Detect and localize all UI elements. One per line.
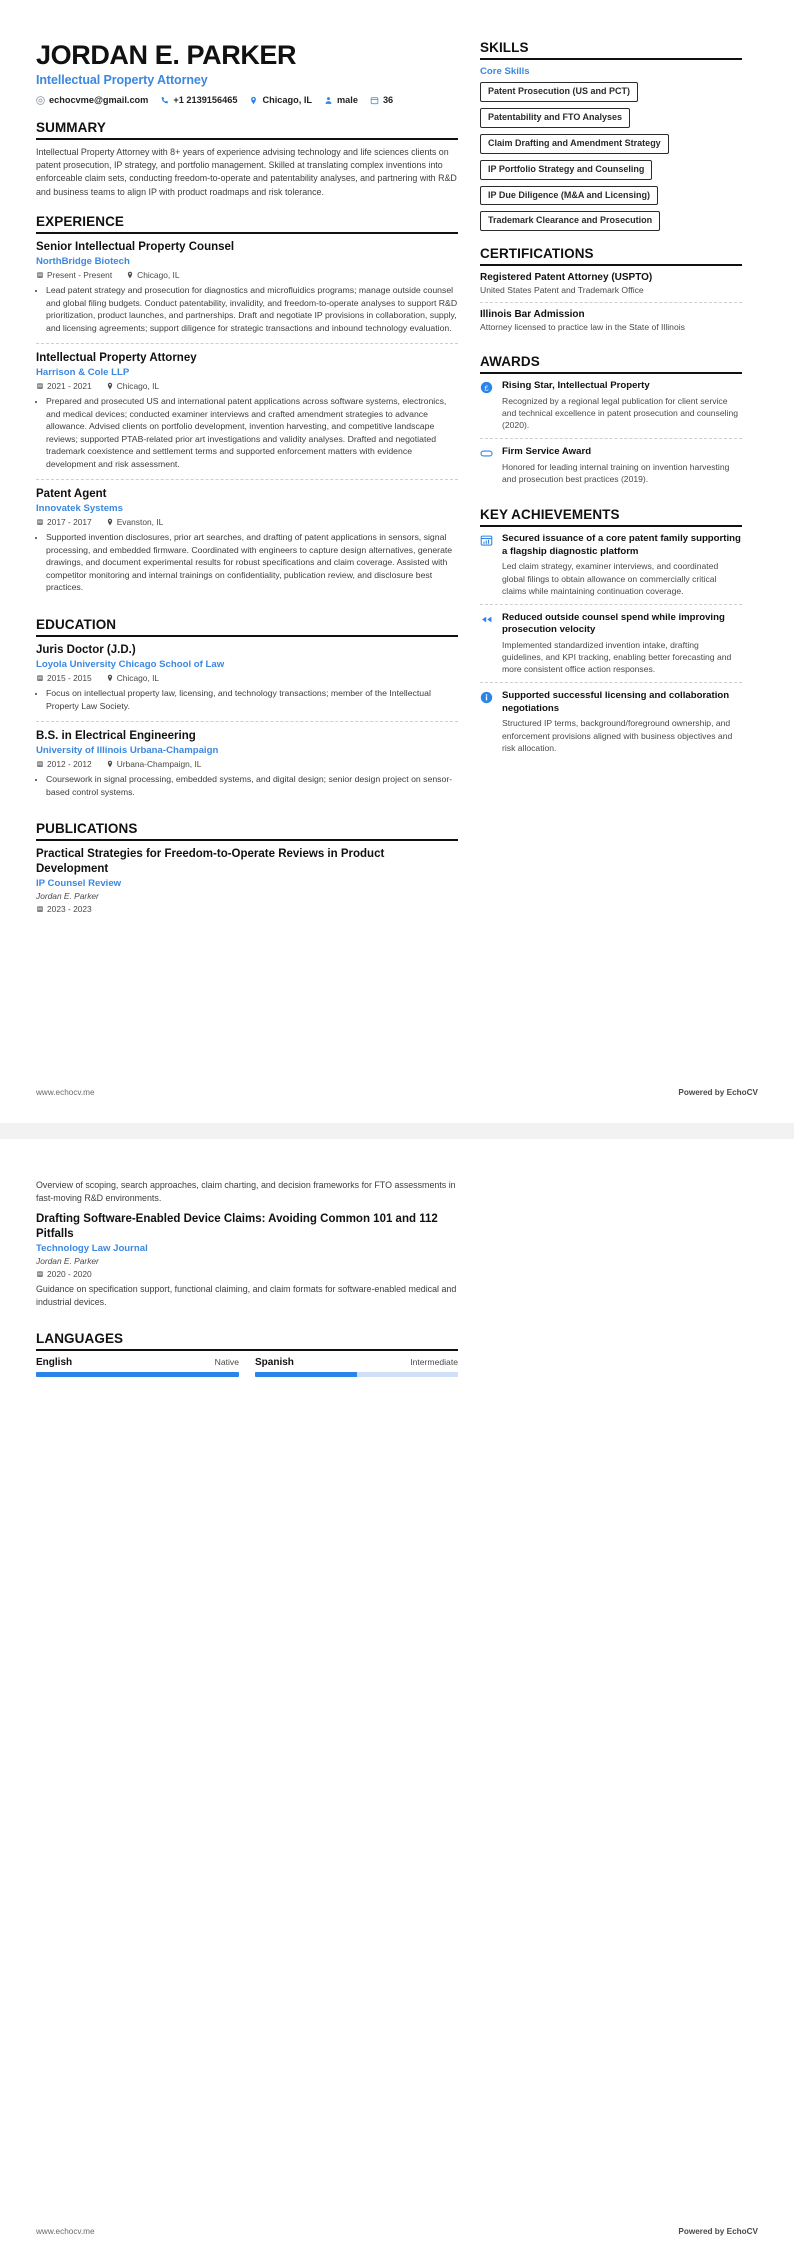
language-name: Spanish [255,1357,294,1369]
publication-author: Jordan E. Parker [36,890,99,901]
award-item [480,380,742,438]
left-column-page2 [36,1179,458,1377]
footer-brand: Powered by EchoCV [678,1088,758,1097]
experience-meta [36,381,458,391]
language-head [255,1357,458,1368]
publication-description: Guidance on specification support, functional claiming, and claim formats for software-enabled medical and industrial devices. [36,1284,457,1308]
experience-bullets [36,531,458,594]
publication-publisher[interactable]: Technology Law Journal [36,1243,148,1255]
publication-item [36,1212,458,1316]
email-icon [36,96,45,105]
award-name: Rising Star, Intellectual Property [502,380,650,392]
phone-icon [160,96,169,105]
education-meta [36,673,458,683]
education-dates-text: 2012 - 2012 [47,758,92,769]
education-location [106,673,159,683]
experience-dates-text: 2021 - 2021 [47,380,92,391]
certification-name: Registered Patent Attorney (USPTO) [480,272,653,284]
contact-location-text: Chicago, IL [262,95,312,106]
language-name: English [36,1357,73,1369]
skill-chip[interactable]: Trademark Clearance and Prosecution [480,211,660,231]
publication-publisher[interactable]: IP Counsel Review [36,877,122,889]
publication-dates-text: 2020 - 2020 [47,1269,92,1280]
skills-group-label: Core Skills [480,66,530,77]
language-item [255,1357,458,1377]
right-column [480,40,742,761]
publication-dates [36,1269,92,1279]
section-title-certifications: CERTIFICATIONS [480,246,742,266]
experience-item [36,343,458,479]
language-level: Intermediate [410,1357,458,1368]
location-pin-icon [106,760,114,768]
publication-item [36,847,458,921]
skill-chip[interactable]: IP Due Diligence (M&A and Licensing) [480,186,658,206]
award-item [480,438,742,492]
experience-bullets [36,395,458,471]
page-footer [36,1088,758,1097]
certification-name: Illinois Bar Admission [480,309,585,321]
language-item [36,1357,239,1377]
achievement-name: Reduced outside counsel spend while improving prosecution velocity [502,611,725,636]
section-title-experience: EXPERIENCE [36,214,458,234]
section-title-languages: LANGUAGES [36,1331,458,1351]
section-awards [480,354,742,492]
education-dates-text: 2015 - 2015 [47,673,92,684]
contact-row [36,95,458,105]
calendar-icon [36,518,44,526]
section-summary [36,120,458,199]
education-location-text: Urbana-Champaign, IL [116,758,202,769]
list-item: • Lead patent strategy and prosecution for diagnostics and microfluidics programs; manage outside counsel and global filing budgets. Conduct patentability, invalidity, and freedom-to-operate analyses to support R&D prioritization, product launches, and partnerships. Draft and negotiate IP provisions in collaboration, supply, and licensing agreements; support diligence for strategic transactions and inbound technology evaluation. [46,284,458,334]
page-title: JORDAN E. PARKER [36,40,297,70]
section-experience [36,214,458,602]
section-title-skills: SKILLS [480,40,742,60]
calendar-icon [36,271,44,279]
achievement-description: Led claim strategy, examiner interviews, and coordinated global filings to obtain allowance on commercially critical claims while maintaining continuation coverage. [502,561,719,596]
calendar-icon [370,96,379,105]
footer-website[interactable]: www.echocv.me [36,1088,95,1097]
certification-issuer: Attorney licensed to practice law in the State of Illinois [480,322,685,333]
certification-item [480,272,742,302]
rewind-icon [480,613,493,626]
euro-badge-icon [480,381,493,394]
experience-dates-text: Present - Present [47,270,113,281]
award-icon-wrap [480,446,495,485]
contact-gender [324,95,358,105]
location-pin-icon [106,382,114,390]
publication-author: Jordan E. Parker [36,1256,99,1267]
experience-location-text: Evanston, IL [116,516,164,527]
svg-text:£: £ [484,383,489,393]
card-icon [480,447,493,460]
calendar-icon [36,382,44,390]
location-pin-icon [106,674,114,682]
publication-name: Drafting Software-Enabled Device Claims: Avoiding Common 101 and 112 Pitfalls [36,1213,438,1240]
education-dates [36,673,92,683]
publication-dates-text: 2023 - 2023 [47,903,92,914]
person-icon [324,96,333,105]
achievement-description: Implemented standardized invention intake, drafting guidelines, and KPI tracking, enabling better forecasting and more consistent office action responses. [502,639,732,675]
experience-location [126,270,179,280]
language-level: Native [214,1357,239,1368]
info-circle-icon [480,691,493,704]
calendar-chart-icon [480,534,493,547]
education-location [106,759,202,769]
section-title-achievements: KEY ACHIEVEMENTS [480,507,742,527]
skill-chip[interactable]: IP Portfolio Strategy and Counseling [480,160,652,180]
contact-email[interactable] [36,95,148,105]
achievement-name: Supported successful licensing and collaboration negotiations [502,690,730,714]
experience-company[interactable]: Innovatek Systems [36,502,123,514]
award-description: Honored for leading internal training on invention harvesting and prosecution best practices (2019). [502,461,730,485]
footer-website[interactable]: www.echocv.me [36,2227,95,2236]
education-degree: B.S. in Electrical Engineering [36,729,196,742]
achievement-body [502,533,742,597]
award-icon-wrap [480,380,495,431]
section-title-publications: PUBLICATIONS [36,821,458,841]
award-name: Firm Service Award [502,446,592,458]
achievement-body [502,612,742,676]
certification-item [480,302,742,339]
section-publications-continued [36,1179,458,1316]
section-achievements [480,507,742,761]
experience-location [106,381,159,391]
location-pin-icon [106,518,114,526]
publication-description: Overview of scoping, search approaches, claim charting, and decision frameworks for FTO assessments in fast-moving R&D environments. [36,1180,456,1204]
headline: Intellectual Property Attorney [36,73,208,88]
publication-meta [36,1269,458,1279]
resume-page-1 [0,0,794,1123]
skill-chip[interactable]: Claim Drafting and Amendment Strategy [480,134,669,154]
contact-gender-text: male [336,95,358,106]
education-item [36,721,458,807]
contact-age-text: 36 [382,95,394,106]
skills-list [480,82,742,231]
award-description: Recognized by a regional legal publication for client service and technical excellence in patent prosecution and counseling (2020). [502,395,739,431]
education-school[interactable]: University of Illinois Urbana-Champaign [36,744,219,756]
section-certifications [480,246,742,339]
section-publications [36,821,458,921]
experience-role: Intellectual Property Attorney [36,351,197,364]
experience-location [106,517,164,527]
publication-meta [36,904,458,914]
language-head [36,1357,239,1368]
achievement-icon-wrap [480,533,495,597]
list-item: • Prepared and prosecuted US and international patent applications across software systems, electronics, and medical devices; conducted examiner interviews and crafted amendment strategies to advance allowance. Advised clients on portfolio development, invention harvesting, and competitive landscape reviews; supported PTAB-related prior art investigations and validity analyses. Drafted and negotiated trademark coexistence and settlement terms and supported enforcement matters with evidence development and risk assessment. [46,395,458,471]
language-progress-fill [36,1372,239,1377]
education-bullets [36,773,458,798]
skill-chip[interactable]: Patent Prosecution (US and PCT) [480,82,638,102]
education-degree: Juris Doctor (J.D.) [36,644,136,656]
experience-dates [36,517,92,527]
experience-role: Senior Intellectual Property Counsel [36,240,235,253]
contact-phone[interactable] [160,95,237,105]
certification-issuer: United States Patent and Trademark Office [480,285,644,296]
list-item: • Coursework in signal processing, embedded systems, and digital design; senior design project on sensor-based control systems. [46,773,458,798]
experience-location-text: Chicago, IL [116,380,160,391]
calendar-icon [36,905,44,913]
location-pin-icon [249,96,258,105]
section-title-awards: AWARDS [480,354,742,374]
education-school[interactable]: Loyola University Chicago School of Law [36,659,225,671]
calendar-icon [36,1270,44,1278]
page-footer [36,2227,758,2236]
publication-dates [36,904,92,914]
calendar-icon [36,760,44,768]
experience-role: Patent Agent [36,487,107,500]
achievement-name: Secured issuance of a core patent family supporting a flagship diagnostic platform [502,533,741,557]
experience-item [36,479,458,602]
skill-chip[interactable]: Patentability and FTO Analyses [480,108,630,128]
list-item: • Supported invention disclosures, prior art searches, and drafting of patent applications in sensors, signal processing, and embedded firmware. Coordinated with engineers to capture design alternatives, generate drawings, and document experimental results for robust specifications and claim coverage. Assisted with competitor monitoring and internal trainings on confidentiality, publication review, and disclosure best practices. [46,531,458,594]
section-title-education: EDUCATION [36,617,458,637]
publication-name: Practical Strategies for Freedom-to-Operate Reviews in Product Development [36,848,385,875]
contact-age [370,95,393,105]
experience-dates-text: 2017 - 2017 [47,516,92,527]
section-skills [480,40,742,231]
header [36,40,458,105]
achievement-body [502,690,742,754]
section-title-summary: SUMMARY [36,120,458,140]
section-education [36,617,458,806]
experience-meta [36,517,458,527]
education-item [36,643,458,721]
experience-item [36,240,458,343]
footer-brand: Powered by EchoCV [678,2227,758,2236]
education-location-text: Chicago, IL [116,673,160,684]
experience-meta [36,270,458,280]
location-pin-icon [126,271,134,279]
contact-phone-text: +1 2139156465 [173,95,238,106]
languages-list [36,1357,458,1377]
education-dates [36,759,92,769]
experience-location-text: Chicago, IL [137,270,180,281]
resume-page-2 [0,1139,794,2262]
award-body [502,446,742,485]
achievement-description: Structured IP terms, background/foreground ownership, and enforcement provisions aligned with business objectives and risk allocation. [502,718,733,753]
section-languages [36,1331,458,1377]
language-progress-track [255,1372,458,1377]
education-meta [36,759,458,769]
achievement-item [480,533,742,604]
list-item: • Focus on intellectual property law, licensing, and technology transactions; member of the Intellectual Property Law Society. [46,687,458,712]
achievement-item [480,682,742,761]
page-separator [0,1123,794,1139]
experience-dates [36,381,92,391]
calendar-icon [36,674,44,682]
language-progress-fill [255,1372,357,1377]
contact-email-text: echocvme@gmail.com [49,95,149,106]
achievement-icon-wrap [480,690,495,754]
achievement-icon-wrap [480,612,495,676]
language-progress-track [36,1372,239,1377]
left-column [36,40,458,921]
achievement-item [480,604,742,683]
experience-company[interactable]: NorthBridge Biotech [36,256,130,268]
summary-text: Intellectual Property Attorney with 8+ years of experience advising technology and life sciences clients on patent prosecution, IP strategy, and portfolio management. Skilled at translating complex inventions into enforceable claim sets, conducting freedom-to-operate and patentability analyses, and partnering with R&D and business teams to align IP with product roadmaps and risk tolerance. [36,147,457,197]
contact-location[interactable] [249,95,312,105]
experience-bullets [36,284,458,334]
education-bullets [36,687,458,712]
experience-dates [36,270,112,280]
award-body [502,380,742,431]
experience-company[interactable]: Harrison & Cole LLP [36,366,130,378]
